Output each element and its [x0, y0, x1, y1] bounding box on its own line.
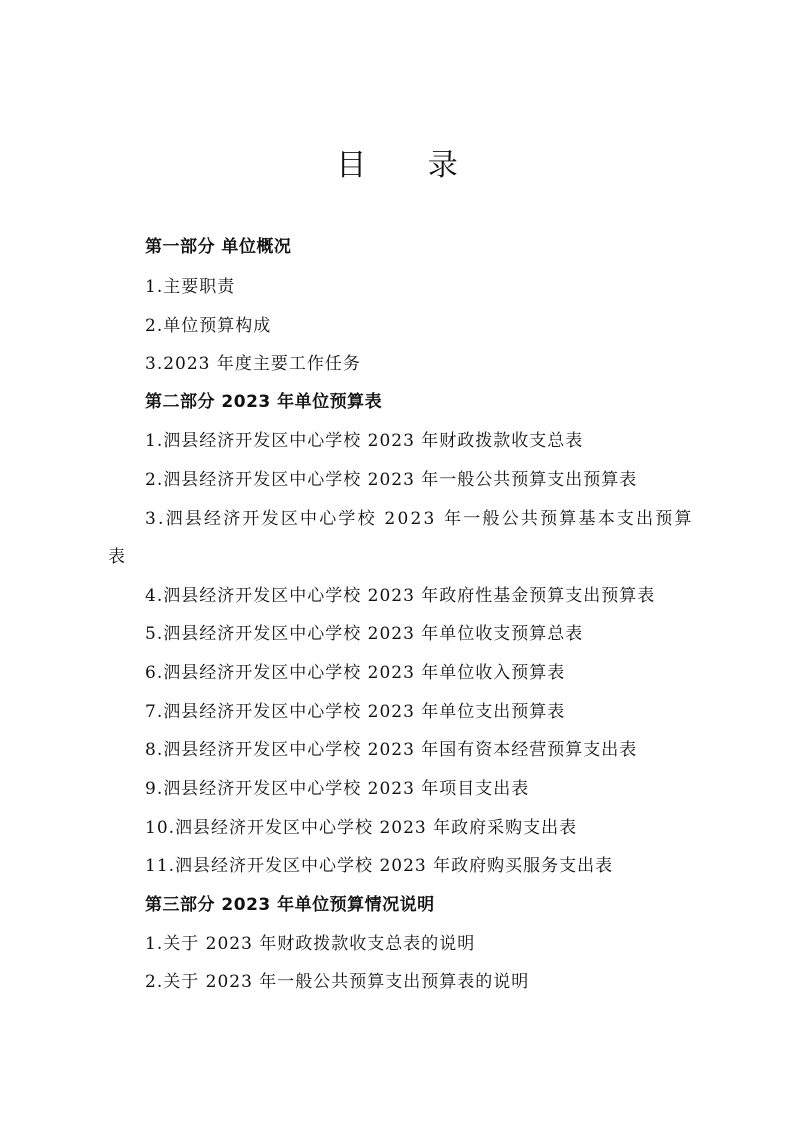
toc-item[interactable]: 7.泗县经济开发区中心学校 2023 年单位支出预算表	[145, 702, 566, 722]
toc-item[interactable]: 11.泗县经济开发区中心学校 2023 年政府购买服务支出表	[145, 856, 614, 876]
section-heading-1[interactable]: 第一部分 单位概况	[145, 237, 292, 257]
toc-item[interactable]: 10.泗县经济开发区中心学校 2023 年政府采购支出表	[145, 818, 578, 838]
toc-item[interactable]: 5.泗县经济开发区中心学校 2023 年单位收支预算总表	[145, 624, 584, 644]
toc-item-wrap[interactable]: 表	[108, 547, 125, 567]
toc-item[interactable]: 3.2023 年度主要工作任务	[145, 354, 361, 374]
toc-item[interactable]: 2.泗县经济开发区中心学校 2023 年一般公共预算支出预算表	[145, 470, 638, 490]
toc-item[interactable]: 6.泗县经济开发区中心学校 2023 年单位收入预算表	[145, 663, 566, 683]
toc-item[interactable]: 2.关于 2023 年一般公共预算支出预算表的说明	[145, 972, 530, 992]
toc-item[interactable]: 1.泗县经济开发区中心学校 2023 年财政拨款收支总表	[145, 431, 584, 451]
toc-item[interactable]: 4.泗县经济开发区中心学校 2023 年政府性基金预算支出预算表	[145, 586, 656, 606]
toc-item[interactable]: 2.单位预算构成	[145, 316, 272, 336]
section-heading-2[interactable]: 第二部分 2023 年单位预算表	[145, 392, 383, 412]
page-title: 目 录	[336, 148, 484, 183]
toc-item[interactable]: 9.泗县经济开发区中心学校 2023 年项目支出表	[145, 779, 530, 799]
toc-item[interactable]: 1.主要职责	[145, 277, 236, 297]
toc-item[interactable]: 1.关于 2023 年财政拨款收支总表的说明	[145, 934, 476, 954]
section-heading-3[interactable]: 第三部分 2023 年单位预算情况说明	[145, 895, 435, 915]
toc-item[interactable]: 3.泗县经济开发区中心学校 2023 年一般公共预算基本支出预算	[145, 509, 694, 529]
toc-item[interactable]: 8.泗县经济开发区中心学校 2023 年国有资本经营预算支出表	[145, 740, 638, 760]
